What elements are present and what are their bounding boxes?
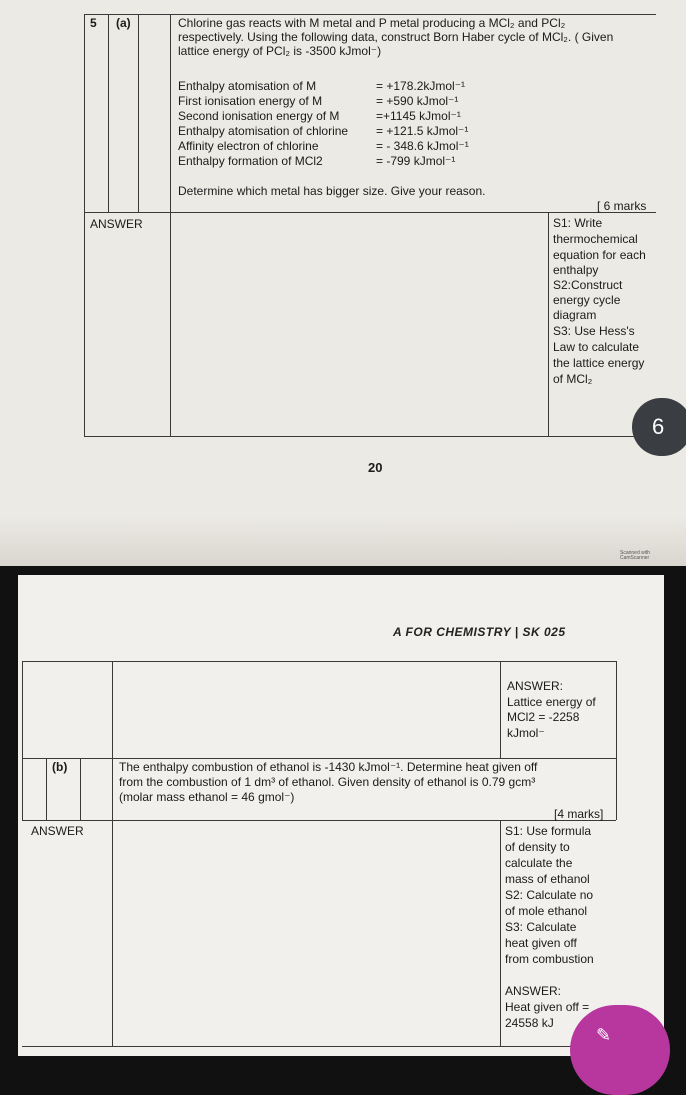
step-line: of density to (505, 840, 570, 854)
question-part: (a) (116, 16, 131, 30)
table-line (80, 758, 81, 820)
step-line: heat given off (505, 936, 577, 950)
data-label: Second ionisation energy of M (178, 109, 340, 123)
data-value: = - 348.6 kJmol⁻¹ (376, 139, 469, 153)
answer-line: kJmol⁻ (507, 726, 545, 740)
step-line: diagram (553, 308, 597, 322)
step-line: S3: Calculate (505, 920, 577, 934)
table-line (138, 14, 139, 212)
table-line (84, 14, 85, 436)
step-line: Law to calculate (553, 340, 640, 354)
table-line (46, 758, 47, 820)
step-line: S2: Calculate no (505, 888, 594, 902)
step-line: of mole ethanol (505, 904, 588, 918)
data-label: Enthalpy atomisation of M (178, 79, 317, 93)
question-text-line: lattice energy of PCl₂ is -3500 kJmol⁻) (178, 44, 382, 58)
step-line: the lattice energy (553, 356, 645, 370)
question-text-line: Chlorine gas reacts with M metal and P metal producing a MCl₂ and PCl₂ (178, 16, 566, 30)
floating-action-button[interactable] (570, 1005, 670, 1095)
page-indicator-badge[interactable]: 6 (632, 398, 686, 456)
answer-line: Heat given off = (505, 1000, 590, 1014)
step-line: calculate the (505, 856, 573, 870)
step-line: thermochemical (553, 232, 638, 246)
scanner-stamp: Scanned with CamScanner (620, 550, 651, 561)
step-line: S1: Write (553, 216, 603, 230)
answer-line: ANSWER: (505, 984, 562, 998)
step-line: S1: Use formula (505, 824, 592, 838)
data-value: = +590 kJmol⁻¹ (376, 94, 459, 108)
table-line (616, 661, 617, 820)
question-text-line: (molar mass ethanol = 46 gmol⁻) (119, 790, 295, 804)
page-number: 20 (368, 460, 383, 475)
answer-line: MCl2 = -2258 (507, 710, 580, 724)
step-line: energy cycle (553, 293, 621, 307)
table-line (108, 14, 109, 212)
step-line: mass of ethanol (505, 872, 590, 886)
question-number: 5 (90, 16, 97, 30)
step-line: from combustion (505, 952, 594, 966)
question-part: (b) (52, 760, 68, 774)
table-line (22, 1046, 616, 1047)
page-header: A FOR CHEMISTRY | SK 025 (393, 625, 566, 639)
step-line: of MCl₂ (553, 372, 593, 386)
step-line: S2:Construct (553, 278, 623, 292)
answer-label: ANSWER (90, 217, 143, 231)
marks-label: [4 marks] (554, 807, 604, 821)
page-shadow (0, 516, 686, 566)
data-label: Affinity electron of chlorine (178, 139, 319, 153)
question-text-line: The enthalpy combustion of ethanol is -1430 kJmol⁻¹. Determine heat given off (119, 760, 538, 774)
answer-line: Lattice energy of (507, 695, 596, 709)
table-line (500, 820, 501, 1046)
data-value: = +178.2kJmol⁻¹ (376, 79, 466, 93)
table-line (170, 14, 171, 436)
step-line: enthalpy (553, 263, 599, 277)
table-line (500, 661, 501, 758)
step-line: S3: Use Hess's (553, 324, 635, 338)
question-text-line: respectively. Using the following data, construct Born Haber cycle of MCl₂. ( Given (178, 30, 614, 44)
table-line (84, 436, 656, 437)
data-value: =+1145 kJmol⁻¹ (376, 109, 461, 123)
data-value: = -799 kJmol⁻¹ (376, 154, 456, 168)
question-text-line: from the combustion of 1 dm³ of ethanol. Given density of ethanol is 0.79 gcm³ (119, 775, 536, 789)
answer-label: ANSWER (31, 824, 84, 838)
data-label: Enthalpy formation of MCl2 (178, 154, 323, 168)
determine-instruction: Determine which metal has bigger size. Give your reason. (178, 184, 486, 198)
table-line (548, 212, 549, 436)
data-label: Enthalpy atomisation of chlorine (178, 124, 349, 138)
step-line: equation for each (553, 248, 646, 262)
answer-line: ANSWER: (507, 679, 564, 693)
table-line (112, 661, 113, 1046)
data-label: First ionisation energy of M (178, 94, 323, 108)
table-line (22, 661, 23, 820)
data-value: = +121.5 kJmol⁻¹ (376, 124, 469, 138)
marks-label: [ 6 marks (597, 199, 647, 213)
answer-line: 24558 kJ (505, 1016, 554, 1030)
edit-icon: ✎ (596, 1025, 612, 1045)
